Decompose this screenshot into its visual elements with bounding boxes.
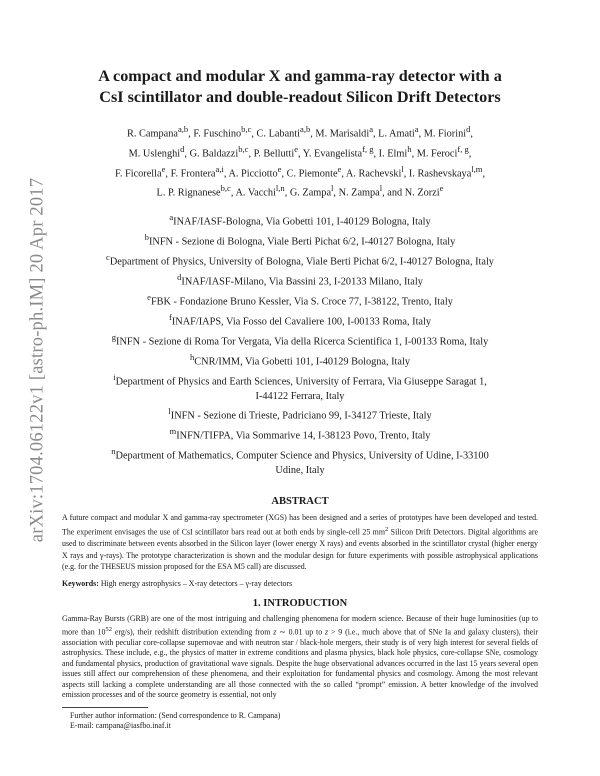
introduction-heading: 1. INTRODUCTION <box>252 597 348 609</box>
keywords-label: Keywords: <box>62 578 99 588</box>
affiliation-line: $^a$INAF/IASF-Bologna, Via Gobetti 101, I-40129 Bologna, Italy <box>169 212 431 228</box>
affiliation-line: $^f$INAF/IAPS, Via Fosso del Cavaliere 100, I-00133 Roma, Italy <box>168 311 432 328</box>
abstract-heading: ABSTRACT <box>271 496 329 508</box>
footnote-email: E-mail: campana@iasfbo.inaf.it <box>70 721 171 731</box>
title-line-2: CsI scintillator and double-readout Silicon Drift Detectors <box>99 88 501 106</box>
title-line-1: A compact and modular X and gamma-ray detector with a <box>98 67 502 85</box>
arxiv-sidebar-stamp <box>20 90 56 630</box>
abstract-text: A future compact and modular X and gamma-ray spectrometer (XGS) has been designed and a series of prototypes have been developed and tested. The experiment envisages the use of CsI scintillator bars read out at both ends by single-cell 25 $mm^2$ Silicon Drift Detectors. Digital algorithms are used to discriminate between events absorbed in the Silicon layer (lower energy X rays) and events absorbed in the scintillator crystal (higher energy X rays and γ-rays). The prototype characterization is shown and the modular design for future experiments with possible astrophysical applications (e.g. for the THESEUS mission proposed for the ESA M5 call) are discussed. <box>62 513 538 572</box>
affiliation-line: $^i$Department of Physics and Earth Sciences, University of Ferrara, Via Giuseppe Saragat 1, <box>113 371 487 388</box>
affiliation-line: $^n$Department of Mathematics, Computer Science and Physics, University of Udine, I-33100 <box>111 445 489 462</box>
paper-title <box>62 66 538 108</box>
affiliation-line: Udine, Italy <box>275 464 325 476</box>
introduction-text: Gamma-Ray Bursts (GRB) are one of the most intriguing and challenging phenomena for modern science. Because of their huge luminosities (up to more than $10^{52}$ erg/s), their redshift distribution extending from z ∼ 0.01 up to z > 9 (i.e., much above that of SNe Ia and galaxy clusters), their association with peculiar core-collapse supernovae and with neutron star / black-hole mergers, their study is of very high interest for several fields of astrophysics. These include, e.g., the physics of matter in extreme conditions and plasma physics, black hole physics, core-collapse SNe, cosmology and fundamental physics, production of gravitational wave signals. Despite the huge observational advances occurred in the last 15 years several open issues still affect our comprehension of these phenomena, and their exploitation for fundamental physics and cosmology. Among the most relevant aspects still lacking a complete understanding are all those connected with the so called “prompt” emission. A better knowledge of the involved emission processes and of the source geometry is essential, not only <box>62 613 538 700</box>
author-line: L. P. Rignanese$^{b,c}$, A. Vacchi$^{l,n}$, G. Zampa$^l$, N. Zampa$^l$, and N. Zorzi$^e$ <box>156 183 444 199</box>
affiliation-line: $^l$INFN - Sezione di Trieste, Padriciano 99, I-34127 Trieste, Italy <box>168 406 432 422</box>
affiliation-list <box>52 210 548 478</box>
affiliation-line: $^d$INAF/IASF-Milano, Via Bassini 23, I-20133 Milano, Italy <box>177 272 423 288</box>
affiliation-line: $^m$INFN/TIFPA, Via Sommarive 14, I-38123 Povo, Trento, Italy <box>169 426 431 442</box>
affiliation-line: $^c$Department of Physics, University of Bologna, Viale Berti Pichat 6/2, I-40127 Bologna, Italy <box>106 252 494 268</box>
footnote <box>62 711 538 732</box>
author-list <box>62 122 538 201</box>
paper-page <box>62 66 538 732</box>
keywords-text: High energy astrophysics – X-ray detectors – γ-ray detectors <box>100 578 293 588</box>
affiliation-line: $^g$INFN - Sezione di Roma Tor Vergata, Via della Ricerca Scientifica 1, I-00133 Roma, Italy <box>111 331 489 348</box>
affiliation-line: $^h$CNR/IMM, Via Gobetti 101, I-40129 Bologna, Italy <box>190 351 410 368</box>
author-line: F. Ficorella$^e$, F. Frontera$^{a,i}$, A. Picciotto$^e$, C. Piemonte$^e$, A. Rachevski$^l$, I. Rashevskaya$^{l,m}$, <box>114 163 486 180</box>
affiliation-line: $^b$INFN - Sezione di Bologna, Viale Berti Pichat 6/2, I-40127 Bologna, Italy <box>144 232 456 248</box>
affiliation-line: I-44122 Ferrara, Italy <box>255 390 345 402</box>
keywords-line <box>62 579 538 588</box>
footnote-divider <box>62 707 148 708</box>
author-line: M. Uslenghi$^d$, G. Baldazzi$^{b,c}$, P. Bellutti$^e$, Y. Evangelista$^{f, g}$, I. Elmi$^h$, M. Feroci$^{f, g}$, <box>128 143 472 160</box>
author-line: R. Campana$^{a,b}$, F. Fuschino$^{b,c}$, C. Labanti$^{a,b}$, M. Marisaldi$^a$, L. Amati$^a$, M. Fiorini$^d$, <box>127 124 473 140</box>
arxiv-identifier: arXiv:1704.06122v1 [astro-ph.IM] 20 Apr 2017 <box>27 177 48 543</box>
footnote-author-info: Further author information: (Send correspondence to R. Campana) <box>70 710 281 720</box>
affiliation-line: $^e$FBK - Fondazione Bruno Kessler, Via S. Croce 77, I-38122, Trento, Italy <box>147 292 453 308</box>
